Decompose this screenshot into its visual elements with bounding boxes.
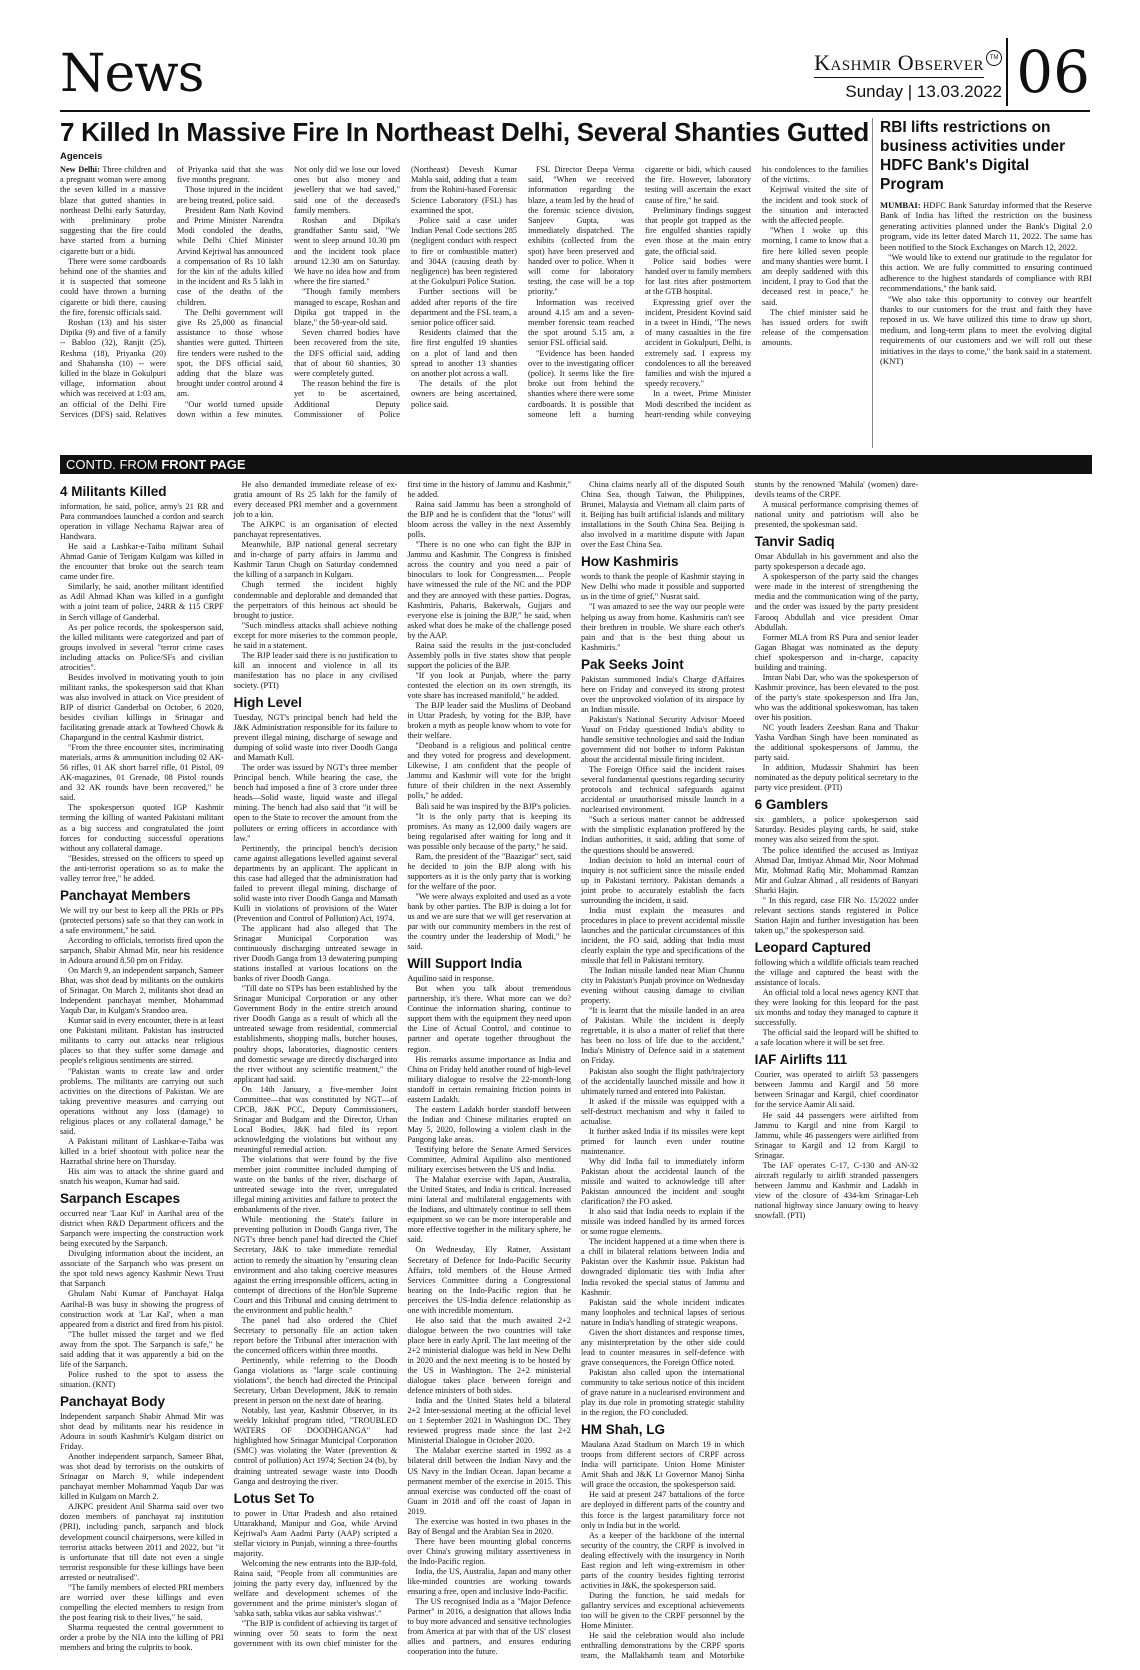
story-paragraph: Ram, the president of the "Baazigar" sect, said he decided to join the BJP along with his supporters as it is the only party that is working for the welfare of the poor. bbox=[407, 851, 571, 891]
story-paragraph: India must explain the measures and procedures in place to prevent accidental missile launches and the particular circumstances of this incident, the FO said, adding that India must clearly explain the type and specifications of the missile that fell in Pakistani territory. bbox=[580, 905, 745, 966]
story-paragraph: During the function, he said medals for gallantry services and exceptional achievements too will be given to the CRPF personnel by the Home Minister. bbox=[580, 1590, 745, 1631]
lead-paragraph: Roshan and Dipika's grandfather Santu said, "We went to sleep around 10.30 pm and the incident took place around 12.30 am on Saturday. We have no idea how and from where the fire started." bbox=[294, 216, 400, 287]
story-paragraph: words to thank the people of Kashmir staying in New Delhi who made it possible and supported us in the time of grief," Nusrat said. bbox=[580, 572, 745, 602]
lead-paragraph: New Delhi: Three children and a pregnant woman were among the seven killed in a massive blaze that gutted shanties in northeast Delhi early Saturday, with preliminary probe suggesting that the fire could have started from a burning cigarette butt or a bidi. bbox=[60, 165, 166, 256]
story-paragraph: The panel had also ordered the Chief Secretary to personally file an action taken report before the Tribunal after interaction with the concerned officers within three months. bbox=[233, 1315, 398, 1355]
story-paragraph: While mentioning the State's failure in preventing pollution in Doodh Ganga river, The NGT's three bench panel had directed the Chief Secretary, J&K to take immediate remedial action to remedy the situation by "ensuring clean environment and also taking coercive measures against the erring irresponsible officers, acting in contempt of directions of the Hon'ble Supreme Court and this Tribunal and causing detriment to the environment and public health." bbox=[233, 1215, 398, 1315]
story-paragraph: His remarks assume importance as India and China on Friday held another round of high-level military dialogue to resolve the 22-month-long standoff in certain remaining friction points in eastern Ladakh. bbox=[407, 1054, 571, 1104]
lead-headline: 7 Killed In Massive Fire In Northeast Delhi, Several Shanties Gutted bbox=[60, 117, 869, 147]
lead-paragraph: "Evidence has been handed over to the investigating officer (police). It seems like the fire broke out from behind the shanties where there were some cardboards. It is possible that someone left a burning cigarette or bidi, which caused the fire. However, laboratory testing will ascertain the exact cause of fire," he said. bbox=[528, 165, 751, 419]
story-heading: Panchayat Members bbox=[60, 887, 191, 903]
story-paragraph: six gamblers, a police spokesperson said Saturday. Besides playing cards, he said, stake money was also seized from the spot. bbox=[754, 815, 919, 845]
story-paragraph: The spokesperson quoted IGP Kashmir terming the killing of wanted Pakistani militant as a big success and congratulated the joint forces for conducting successful operations without any collateral damage. bbox=[60, 803, 224, 853]
lead-paragraph: Information was received around 4.15 am and a seven-member forensic team reached the spot around 5.15 am, a senior FSL official said. bbox=[528, 297, 634, 348]
story-paragraph: Independent sarpanch Shabir Ahmad Mir was shot dead by militants near his residence in Adoura in south Kashmir's Kulgam district on Friday. bbox=[60, 1411, 224, 1452]
story-paragraph: It further asked India if its missiles were kept primed for launch even under routine maintenance. bbox=[580, 1126, 745, 1156]
story-paragraph: Similarly, he said, another militant identified as Adil Ahmad Khan was killed in a gunfight with a joint team of police, 24RR & 115 CRPF in Serch village of Ganderbal. bbox=[60, 582, 224, 622]
story-paragraph: "Besides, stressed on the officers to speed up the anti-terrorist operations so as to make the valley terror free," he added. bbox=[60, 853, 224, 883]
column-divider bbox=[872, 118, 873, 448]
story-paragraph: His aim was to attack the shrine guard and snatch his weapon, Kumar had said. bbox=[60, 1167, 224, 1187]
story-paragraph: "If you look at Punjab, where the party contested the election on its own strength, its vote share has increased manifold," he added. bbox=[407, 670, 571, 700]
lead-article-body bbox=[60, 165, 868, 445]
continued-banner bbox=[60, 455, 1092, 474]
lead-paragraph: Seven charred bodies have been recovered from the site, the DFS official said, adding that of about 60 shanties, 30 were completely gutted. bbox=[294, 328, 400, 379]
story-paragraph: As a keeper of the backbone of the internal security of the country, the CRPF is involved in dealing effectively with the insurgency in North East region and left wing-extremism in other parts of the country besides fighting terrorist activities in J&K, the spokesperson said. bbox=[580, 1530, 745, 1590]
story-paragraph: He also demanded immediate release of ex-gratia amount of Rs 25 lakh for the family of every deceased PRI member and a government job to a kin. bbox=[233, 480, 398, 520]
story-paragraph: "From the three encounter sites, incriminating materials, arms & ammunition including 02 AK-56 rifles, 01 AK short barrel rifle, 01 Pistol, 09 AK-magazines, 01 Grenade, 08 Pistol rounds and 32 AK rounds have been recovered," he said. bbox=[60, 743, 224, 803]
story-paragraph: The Indian missile landed near Mian Chunnu city in Pakistan's Punjab province on Wednesday evening without causing damage to civilian property. bbox=[580, 966, 745, 1006]
story-paragraph: "Such a serious matter cannot be addressed with the simplistic explanation proffered by the Indian authorities, it said, adding that some of the questions should be answered. bbox=[580, 815, 745, 855]
story-paragraph: India, the US, Australia, Japan and many other like-minded countries are working towards ensuring a free, open and inclusive Indo-Pacific. bbox=[407, 1566, 571, 1597]
story-paragraph: "Pakistan wants to create law and order problems. The militants are carrying out such activities on the directions of Pakistan. We are taking preventive measures and carrying out operations without any loss (damage) to religious places or any collateral damage," he said. bbox=[60, 1066, 224, 1136]
story-paragraph: Imran Nabi Dar, who was the spokesperson of Kashmir province, has been elevated to the post of the party's state spokesperson and Ifra Jan, who was the additional spokeswoman, has taken over his position. bbox=[754, 672, 919, 722]
lead-paragraph: There were some cardboards behind one of the shanties and it is suspected that someone could have thrown a burning cigarette or bidi there, causing the fire, forensic officials said. bbox=[60, 256, 166, 317]
story-paragraph: According to officials, terrorists fired upon the sarpanch, Shabir Ahmad Mir, near his residence in Adoura around 8.50 pm on Friday. bbox=[60, 935, 224, 966]
story-heading: HM Shah, LG bbox=[580, 1422, 665, 1438]
story-paragraph: Another independent sarpanch, Sameer Bhat, was shot dead by terrorists on the outskirts of Srinagar on March 9, while independent panchayat member Mohammad Yaqub Dar was killed in Kulgam on March 2. bbox=[60, 1452, 224, 1502]
story-paragraph: Courier, was operated to airlift 53 passengers between Jammu and Kargil and 58 more between Srinagar and Kargil, chief coordinator for the service Aamir Ali said. bbox=[754, 1070, 919, 1110]
lead-paragraph: The details of the plot owners are being ascertained, police said. bbox=[411, 379, 517, 409]
story-paragraph: He said 44 passengers were airlifted from Jammu to Kargil and nine from Kargil to Jammu, while 46 passengers were airlifted from Srinagar to Kargil and 12 from Kargil to Srinagar. bbox=[754, 1110, 919, 1160]
story-paragraph: The IAF operates C-17, C-130 and AN-32 aircraft regularly to airlift stranded passengers between Jammu and Kashmir and Ladakh in view of the closure of 434-km Srinagar-Leh national highway since January owing to heavy snowfall. (PTI) bbox=[754, 1160, 919, 1220]
story-paragraph: Welcoming the new entrants into the BJP-fold, Raina said, "People from all communities are joining the party every day, influenced by the welfare and development schemes of the government and the prime minister's slogan of 'sabka sath, sabka vikas aur sabka vishwas'." bbox=[233, 1558, 398, 1619]
story-paragraph: On Wednesday, Ely Ratner, Assistant Secretary of Defence for Indo-Pacific Security Affairs, told members of the House Armed Services Committee during a Congressional hearing on the Indo-Pacific region that he perceives the US-India defence relationship as one with incredible momentum. bbox=[407, 1245, 571, 1315]
lead-paragraph: Residents claimed that the fire first engulfed 19 shanties on a plot of land and then spread to another 13 shanties on another plot across a wall. bbox=[411, 328, 517, 379]
story-paragraph: India and the United States held a bilateral 2+2 Inter-sessional meeting at the official level on 1 September 2021 in Washington DC. They reviewed progress made since the last 2+2 Ministerial Dialogue in October 2020. bbox=[407, 1396, 571, 1446]
story-paragraph: NC youth leaders Zeeshan Rana and Thakur Yasha Vardhan Singh have been nominated as the additional spokespersons of Jammu, the party said. bbox=[754, 723, 919, 763]
story-paragraph: "It is the only party that is keeping its promises. As many as 12,000 daily wagers are being regularised after waiting for long and it was possible only because of the party," he said. bbox=[407, 811, 571, 851]
story-paragraph: Raina said Jammu has been a stronghold of the BJP and he is confident that the "lotus" will bloom across the valley in the next Assembly polls. bbox=[407, 500, 571, 540]
lead-paragraph: Preliminary findings suggest that people got trapped as the fire engulfed shanties rapidly even those at the main entry gate, the official said. bbox=[645, 205, 751, 256]
continued-stories bbox=[60, 480, 1092, 1662]
page-number: 06 bbox=[1006, 38, 1090, 106]
lead-paragraph: Roshan (13) and his sister Dipika (9) and five of a family -- Babloo (32), Ranjit (25), Reshma (18), Priyanka (20) and Shahansha (10) -- were killed in the blaze in Gokulpuri village, information about which was received at 1:03 am, an official of the Delhi Fire Services (DFS) said. Relatives of Priyanka said that she was five months pregnant. bbox=[60, 165, 283, 419]
story-paragraph: The BJP leader said the Muslims of Deoband in Uttar Pradesh, by voting for the BJP, have broken a myth as people know whom to vote for their welfare. bbox=[407, 701, 571, 741]
story-paragraph: It also said that India needs to explain if the missile was indeed handled by its armed forces or some rogue elements. bbox=[580, 1207, 745, 1237]
story-heading: Sarpanch Escapes bbox=[60, 1191, 181, 1207]
story-paragraph: Kumar said in every encounter, there is at least one Pakistani militant. Pakistan has instructed militants to carry out attacks near religious places so that they suffer some damage and people's religious sentiments are stirred. bbox=[60, 1016, 224, 1066]
story-paragraph: Pakistan said the whole incident indicates many loopholes and technical lapses of serious nature in India's handling of strategic weapons. bbox=[580, 1297, 745, 1327]
story-heading: How Kashmiris bbox=[580, 554, 679, 570]
story-paragraph: A Pakistani militant of Lashkar-e-Taiba was killed in a brief shootout with police near the Hazratbal shrine here on Thursday. bbox=[60, 1136, 224, 1166]
sidebar-headline: RBI lifts restrictions on business activities under HDFC Bank's Digital Program bbox=[880, 119, 1066, 193]
story-paragraph: He said a Lashkar-e-Taiba militant Suhail Ahmad Ganie of Terigam Kulgam was killed in the encounter that broke out the search team came under fire. bbox=[60, 542, 224, 582]
sidebar-paragraph: "We also take this opportunity to convey our heartfelt thanks to our customers for the trust and faith they have reposed in us. We have utilized this time to draw up short, medium, and long-term plans to meet the evolving digital requirements of our customers and we will roll out these initiatives in the days to come," the bank said in a statement. (KNT) bbox=[880, 293, 1092, 367]
story-paragraph: "The family members of elected PRI members are worried over these killings and even compelling the elected members to resign from the post fearing risk to their lives," he said. bbox=[60, 1582, 224, 1622]
story-heading: Pak Seeks Joint bbox=[580, 656, 684, 672]
masthead-rule bbox=[60, 110, 1090, 112]
story-paragraph: The incident happened at a time when there is a chill in bilateral relations between India and Pakistan over the Kashmir issue. Pakistan had downgraded diplomatic ties with India after India revoked the special status of Jammu and Kashmir. bbox=[580, 1237, 745, 1297]
story-paragraph: Besides involved in motivating youth to join militant ranks, the spokesperson said that Khan was also involved in attack on Vice president of BJP of district Ganderbal on October, 6 2020, besides civilian killings in Srinagar and facilitating grenade attack at Towheed Chowk & Chapargund in the central Kashmir district. bbox=[60, 672, 224, 743]
story-paragraph: The applicant had also alleged that The Srinagar Municipal Corporation was continuously discharging untreated sewage in river Doodh Ganga from 13 dewatering pumping stations installed at various locations on the banks of river Doodh Ganga. bbox=[233, 923, 398, 984]
story-paragraph: Notably, last year, Kashmir Observer, in its weekly Inkishaf program titled, "TROUBLED WATERS OF DOODHGANGA" had highlighted how Srinagar Municipal Corporation (SMC) was violating the Water (prevention & control of pollution) Act 1974; Section 24 (b), by draining untreated sewage waste into Doodh Ganga and destroying the river. bbox=[233, 1406, 398, 1486]
lead-paragraph: In a tweet, Prime Minister Modi described the incident as heart-rending while conveying his condolences to the families of the victims. bbox=[645, 165, 868, 419]
lead-paragraph: Police said bodies were handed over to family members for last rites after postmortem at the GTB hospital. bbox=[645, 256, 751, 297]
story-paragraph: Raina said the results in the just-concluded Assembly polls in five states show that people support the policies of the BJP. bbox=[407, 640, 571, 670]
issue-date: Sunday | 13.03.2022 bbox=[845, 82, 1002, 101]
story-heading: 6 Gamblers bbox=[754, 797, 829, 813]
story-paragraph: " In this regard, case FIR No. 15/2022 under relevant sections stands registered in Police Station Hajin and further investigation has been taken up," the spokesperson said. bbox=[754, 895, 919, 935]
story-heading: High Level bbox=[233, 694, 302, 710]
story-paragraph: An official told a local news agency KNT that they were looking for this leopard for the past six months and today they managed to capture it successfully. bbox=[754, 988, 919, 1028]
story-paragraph: "The BJP is confident of achieving its target of winning over 50 seats to form the next government with its own chief minister for the first time in the history of Jammu and Kashmir," he added. bbox=[233, 480, 571, 1649]
section-title: News bbox=[60, 44, 204, 104]
banner-strong: FRONT PAGE bbox=[161, 457, 246, 472]
story-heading: Tanvir Sadiq bbox=[754, 534, 835, 550]
sidebar-paragraph: MUMBAI: HDFC Bank Saturday informed that the Reserve Bank of India has lifted the restriction on the business generating activities planned under the Bank's Digital 2.0 program, vide its letter dated March 11, 2022. The same has been notified to the Stock Exchanges on March 12, 2022. bbox=[880, 200, 1092, 252]
story-paragraph: The violations that were found by the five member joint committee included dumping of waste on the banks of the river, discharge of untreated sewage into the river, unregulated illegal mining activities and failure to protect the embankments of the river. bbox=[233, 1155, 398, 1215]
story-heading: Leopard Captured bbox=[754, 939, 871, 955]
publication-name: Kashmir Observer bbox=[814, 50, 984, 78]
story-paragraph: "We were always exploited and used as a vote bank by other parties. The BJP is doing a lot for us and we are sure that we will get reservation at par with our community members in the rest of the country under the leadership of Modi," he said. bbox=[407, 891, 571, 952]
story-paragraph: On March 9, an independent sarpanch, Sameer Bhat, was shot dead by militants on the outskirts of Srinagar. On March 2, militants shot dead an Independent panchayat member, Mohammad Yaqub Dar, in Kulgam's Srandoo area. bbox=[60, 966, 224, 1016]
story-paragraph: Why did India fail to immediately inform Pakistan about the accidental launch of the missile and waited to acknowledge till after Pakistan announced the incident and sought clarification? the FO asked. bbox=[580, 1156, 745, 1207]
story-paragraph: The Malabar exercise started in 1992 as a bilateral drill between the Indian Navy and the US Navy in the Indian Ocean. Japan became a permanent member of the exercise in 2015. This annual exercise was conducted off the coast of Guam in 2018 and off the coast of Japan in 2019. bbox=[407, 1446, 571, 1516]
lead-paragraph: FSL Director Deepa Verma said, "When we received information regarding the blaze, a team led by the head of the forensic science division, Sanjeev Gupta, was immediately dispatched. The exhibits (collected from the spot) have been preserved and handed over to police. When it will come for laboratory testing, the case will be a top priority." bbox=[528, 165, 634, 297]
story-paragraph: "There is no one who can fight the BJP in Jammu and Kashmir. The Congress is finished across the country and you need a pair of binoculars to look for Congressmen.... People have witnessed the rule of the NC and the PDP and they are annoyed with these parties. Dogras, Kashmiris, Paharis, Bakerwals, Gujjars and everyone else is joining the BJP," he said, when asked what does he make of the challenge posed by the AAP. bbox=[407, 540, 571, 640]
dateline: MUMBAI: bbox=[880, 200, 924, 210]
lead-paragraph: "When I woke up this morning, I came to know that a fire here killed seven people and many shanties were burnt. I am deeply saddened with this incident, I pray to God that the deceased rest in peace," he said. bbox=[762, 226, 868, 307]
story-paragraph: In addition, Mudassir Shahmiri has been nominated as the deputy political secretary to the party vice president. (PTI) bbox=[754, 763, 919, 793]
story-paragraph: The Malabar exercise with Japan, Australia, the United States, and India is critical. Increased mini lateral and multilateral engagements with the Indians, and ultimately continue to sell them equipment so we can be more interoperable and more effective together in the military sphere, he said. bbox=[407, 1175, 571, 1245]
story-paragraph: As per police records, the spokesperson said, the killed militants were categorized and part of groups involved in several "terror crime cases including attacks on Police/SFs and civilian atrocities". bbox=[60, 622, 224, 672]
story-heading: Will Support India bbox=[407, 956, 522, 972]
story-paragraph: "I was amazed to see the way our people were helping us away from home. Kashmiris can't see their brethren in trouble. We share each other's pain and that is the best thing about us Kashmiris." bbox=[580, 602, 745, 652]
story-paragraph: occurred near 'Laar Kul' in Aarihal area of the district when R&D Department officers and the Sarpanch were inspecting the construction work being executed by the Sarpanch. bbox=[60, 1209, 224, 1249]
story-paragraph: Pakistan summoned India's Charge d'Affaires here on Friday and conveyed its strong protest over the unprovoked violation of its airspace by an Indian missile. bbox=[580, 674, 745, 714]
lead-byline: Agenceis bbox=[60, 151, 103, 162]
story-paragraph: Meanwhile, BJP national general secretary and in-charge of party affairs in Jammu and Kashmir Tarun Chugh on Saturday condemned the killing of a sarpanch in Kulgam. bbox=[233, 540, 398, 580]
story-paragraph: Aquilino said in response. bbox=[407, 974, 494, 984]
story-paragraph: On 14th January, a five-member Joint Committee—that was constituted by NGT—of CPCB, J&K PCC, Deputy Commissioners, Srinagar and Budgam and the Director, Urban Local Bodies, J&K had filed its report acknowledging the violations but without any meaningful remedial action. bbox=[233, 1084, 398, 1154]
story-paragraph: The eastern Ladakh border standoff between the Indian and Chinese militaries erupted on May 5, 2020, following a violent clash in the Pangong lake areas. bbox=[407, 1104, 571, 1144]
story-paragraph: "Such mindless attacks shall achieve nothing except for more miseries to the common people, he said in a statement. bbox=[233, 620, 398, 650]
story-paragraph: Pakistan also called upon the international community to take serious notice of this incident of grave nature in a nuclearised environment and play its due role in promoting strategic stability in the region, the FO concluded. bbox=[580, 1367, 745, 1418]
story-paragraph: Police rushed to the spot to assess the situation. (KNT) bbox=[60, 1369, 224, 1389]
story-paragraph: "Deoband is a religious and political centre and they voted for progress and development. Likewise, I am confident that the people of Jammu and Kashmir will vote for the bright future of their children in the next Assembly polls," he added. bbox=[407, 741, 571, 801]
story-paragraph: The order was issued by NGT's three member Principal bench. While hearing the case, the bench had imposed a fine of 3 crore under three heads—Solid waste, liquid waste and illegal mining. The bench had also said that "it will be open to the State to recover the amount from the polluters or erring officers in accordance with law." bbox=[233, 763, 398, 843]
lead-paragraph: Expressing grief over the incident, President Kovind said in a tweet in Hindi, "The news of many casualties in the fire accident in Gokulpuri, Delhi, is extremely sad. I express my condolences to all the bereaved families and wish the injured a speedy recovery." bbox=[645, 297, 751, 389]
story-paragraph: Maulana Azad Stadium on March 19 in which troops from different sectors of CRPF across India will participate. Union Home Minister Amit Shah and J&K Lt Governor Manoj Sinha will grace the occasion, the spokesperson said. bbox=[580, 1440, 745, 1490]
lead-paragraph: The chief minister said he has issued orders for swift release of the compensation amounts. bbox=[762, 307, 868, 348]
trademark-icon: TM bbox=[986, 50, 1002, 66]
story-paragraph: Former MLA from RS Pura and senior leader Gagan Bhagat was nominated as the deputy chief spokesperson and in-charge, capacity building and training. bbox=[754, 632, 919, 672]
lead-paragraph: The Delhi government will give Rs 25,000 as financial assistance to those whose shanties were gutted. Thirteen fire tenders were rushed to the spot, the DFS official said, adding that the blaze was brought under control around 4 am. bbox=[177, 307, 283, 399]
story-paragraph: "The bullet missed the target and we fled away from the spot. The Sarpanch is safe," he said adding that it was apparently a bid on the life of the Sarpanch. bbox=[60, 1329, 224, 1369]
masthead bbox=[60, 38, 1090, 116]
story-paragraph: Pakistan's National Security Advisor Moeed Yusuf on Friday questioned India's ability to handle sensitive technologies and said the Indian government did not bother to inform Pakistan about the accidental missile firing incident. bbox=[580, 714, 745, 765]
story-paragraph: The official said the leopard will be shifted to a safe location where it will be set free. bbox=[754, 1028, 919, 1048]
story-paragraph: There have been mounting global concerns over China's growing military assertiveness in the Indo-Pacific region. bbox=[407, 1536, 571, 1566]
story-heading: Lotus Set To bbox=[233, 1490, 315, 1506]
story-heading: 4 Militants Killed bbox=[60, 484, 167, 499]
story-paragraph: The US recognised India as a "Major Defence Partner" in 2016, a designation that allows India to buy more advanced and sensitive technologies from America at par with that of the US' closest allies and partners, and ensures enduring cooperation into the future. bbox=[407, 1597, 571, 1657]
story-paragraph: He also said that the much awaited 2+2 dialogue between the two countries will take place here in early April. The last meeting of the 2+2 ministerial dialogue was held in New Delhi in 2020 and the next meeting is to be hosted by the US in Washington. The 2+2 ministerial dialogue takes place between foreign and defence ministers of both sides. bbox=[407, 1315, 571, 1396]
story-paragraph: Bali said he was inspired by the BJP's policies. bbox=[415, 801, 571, 811]
lead-paragraph: "Our world turned upside down within a few minutes. Not only did we lose our loved ones but also money and jewellery that we had saved," said one of the deceased's family members. bbox=[177, 165, 400, 419]
brand-block bbox=[814, 50, 1002, 102]
story-paragraph: Ghulam Nabi Kumar of Panchayat Halqa Aarihal-B was busy in showing the progress of construction work at 'Lar Kal', when a man appeared from a district and fired from his pistol. bbox=[60, 1289, 224, 1329]
story-paragraph: He said at present 247 battalions of the force are deployed in different parts of the country and this force is the largest paramilitary force not only in India but in the world. bbox=[580, 1490, 745, 1530]
story-paragraph: The BJP leader said there is no justification to kill an innocent and violence in all its manifestation has no place in any civilised society. (PTI) bbox=[233, 650, 398, 690]
story-paragraph: information, he said, police, army's 21 RR and Para commandoes launched a cordon and search operation in village Nechama Rajwar area of Handwara. bbox=[60, 502, 224, 542]
story-paragraph: Omar Abdullah in his government and also the party spokesperson a decade ago. bbox=[754, 552, 919, 572]
story-paragraph: The exercise was hosted in two phases in the Bay of Bengal and the Arabian Sea in 2020. bbox=[407, 1516, 571, 1536]
story-heading: IAF Airlifts 111 bbox=[754, 1052, 848, 1068]
story-paragraph: The police identified the accused as Imtiyaz Ahmad Dar, Imtiyaz Ahmad Mir, Noor Mohmad Mir, Mohmad Rafiq Mir, Mohammad Ramzan Mir and Gulzar Ahmad , all residents of Banyari Sharki Hajin. bbox=[754, 845, 919, 895]
lead-paragraph: Police said a case under Indian Penal Code sections 285 (negligent conduct with respect to fire or combustible matter) and 304A (causing death by negligence) has been registered at the Gokulpuri Police Station. bbox=[411, 216, 517, 287]
story-paragraph: Given the short distances and response times, any misinterpretation by the other side could lead to counter measures in self-defence with grave consequences, the Foreign Office noted. bbox=[580, 1327, 745, 1367]
lead-paragraph: Further sections will be added after reports of the fire department and the FSL team, a senior police officer said. bbox=[411, 287, 517, 328]
lead-paragraph: "Though family members managed to escape, Roshan and Dipika got trapped in the blaze," the 58-year-old said. bbox=[294, 287, 400, 328]
story-paragraph: But when you talk about tremendous partnership, it's there. What more can we do? Continue the information sharing, continue to support them with the equipment they need upon the Line of Actual Control, and continue to partner and operate together throughout the region. bbox=[407, 984, 571, 1054]
story-paragraph: AJKPC president Anil Sharma said over two dozen members of panchayat raj institution (PRI), including panch, sarpanch and block development council chairpersons, were killed in terrorist attacks between 2011 and 2022, but "it is unfortunate that till date not even a single terrorist responsible for these killings have been arrested or neutralised". bbox=[60, 1502, 224, 1582]
lead-paragraph: Those injured in the incident are being treated, police said. bbox=[177, 185, 283, 205]
story-heading: Panchayat Body bbox=[60, 1393, 166, 1409]
lead-paragraph: Kejriwal visited the site of the incident and took stock of the situation and interacted with the affected people. bbox=[762, 185, 868, 226]
story-paragraph: A musical performance comprising themes of national unity and patriotism will also be presented, the spokesman said. bbox=[754, 500, 919, 530]
story-paragraph: Divulging information about the incident, an associate of the Sarpanch who was present on the spot told news agency Kashmir News Trust that Sarpanch bbox=[60, 1249, 224, 1289]
dateline: New Delhi: bbox=[60, 165, 103, 174]
story-paragraph: Sharma requested the central government to order a probe by the NIA into the killing of PRI members and bring the culprits to book. bbox=[60, 1622, 224, 1653]
story-paragraph: "It is learnt that the missile landed in an area of Pakistan. While the incident is deeply regrettable, it is also a matter of relief that there has been no loss of life due to the accident," India's Ministry of Defence said in a statement on Friday. bbox=[580, 1006, 745, 1066]
lead-paragraph: President Ram Nath Kovind and Prime Minister Narendra Modi condoled the deaths, while Delhi Chief Minister Arvind Kejriwal has announced a compensation of Rs 10 lakh for the kin of the adults killed in the incident and Rs 5 lakh in case of the deaths of the children. bbox=[177, 205, 283, 307]
story-paragraph: A spokesperson of the party said the changes were made in the interest of strengthening the media and the communication wing of the party, and the order was issued by the party president Farooq Abdullah and vice president Omar Abdullah. bbox=[754, 572, 919, 632]
sidebar-paragraph: "We would like to extend our gratitude to the regulator for this action. We are fully committed to ensuring continued adherence to the highest standards of compliance with RBI recommendations," the bank said. bbox=[880, 252, 1092, 294]
story-paragraph: Pakistan also sought the flight path/trajectory of the accidentally launched missile and how it ultimately turned and entered into Pakistan. bbox=[580, 1066, 745, 1096]
lead-paragraph: The reason behind the fire is yet to be ascertained, Additional Deputy Commissioner of Police (Northeast) Devesh Kumar Mahla said, adding that a team from the Rohini-based Forensic Science Laboratory (FSL) has examined the spot. bbox=[294, 165, 517, 419]
story-paragraph: to power in Uttar Pradesh and also retained Uttarakhand, Manipur and Goa, while Arvind Kejriwal's Aam Aadmi Party (AAP) scripted a stellar victory in Punjab, winning a three-fourths majority. bbox=[233, 1508, 398, 1558]
story-paragraph: Tuesday, NGT's principal bench had held the J&K Administration responsible for its failure to prevent illegal mining, discharge of sewage and dumping of solid waste into river Doodh Ganga and Mamath Kull. bbox=[233, 712, 398, 763]
story-paragraph: The AJKPC is an organisation of elected panchayat representatives. bbox=[233, 520, 398, 540]
story-paragraph: It asked if the missile was equipped with a self-destruct mechanism and why it failed to actualise. bbox=[580, 1096, 745, 1126]
story-paragraph: Pertinently, the principal bench's decision came against allegations levelled against several departments by an applicant. The applicant in this case had alleged that the administration had failed to prevent illegal mining, discharge of solid waste into river Doodh Ganga and Mamath Kulli in violations of provisions of the Water (Prevention and Control of Pollution) Act, 1974. bbox=[233, 843, 398, 923]
story-paragraph: Testifying before the Senate Armed Services Committee, Admiral Aquilino also mentioned military exercises between the US and India. bbox=[407, 1145, 571, 1175]
story-paragraph: "Till date no STPs has been established by the Srinagar Municipal Corporation or any other Government Body in the entire stretch around river Doodh Ganga as a result of which all the untreated sewage from residential, commercial establishments, shopping malls, butcher houses, poultry shops, laboratories, diagnostic centers and domestic sewage are directly discharged into the river without any scientific treatment," the applicant had said. bbox=[233, 984, 398, 1084]
story-paragraph: China claims nearly all of the disputed South China Sea, though Taiwan, the Philippines, Brunei, Malaysia and Vietnam all claim parts of it. Beijing has built artificial islands and military installations in the South China Sea. Beijing is also involved in a maritime dispute with Japan over the East China Sea. bbox=[580, 480, 745, 550]
story-paragraph: He said the celebration would also include enthralling demonstrations by the CRPF sports team, the Mallakhamb team and Motorbike stunts by the renowned 'Mahila' (women) dare- devils teams of the CRPF. bbox=[580, 480, 919, 1661]
banner-prefix: CONTD. FROM bbox=[66, 457, 162, 472]
story-paragraph: following which a wildlife officials team reached the village and captured the beast with the assistance of locals. bbox=[754, 957, 919, 988]
story-paragraph: Chugh termed the incident highly condemnable and deplorable and demanded that the perpetrators of this heinous act should be brought to justice. bbox=[233, 580, 398, 620]
sidebar-article-body bbox=[880, 200, 1092, 450]
story-paragraph: Pertinently, while referring to the Doodh Ganga violations as "large scale continuing violations", the bench had directed the Principal Secretary, Urban Development, J&K to remain present in person on the next date of hearing. bbox=[233, 1355, 398, 1406]
story-paragraph: We will try our best to keep all the PRIs or PPs (protected persons) safe so that they can work in a safe environment," he said. bbox=[60, 905, 224, 935]
story-paragraph: Indian decision to hold an internal court of inquiry is not sufficient since the missile ended up in Pakistani territory. Pakistan demands a joint probe to accurately establish the facts surrounding the incident, it said. bbox=[580, 855, 745, 905]
story-paragraph: The Foreign Office said the incident raises several fundamental questions regarding security protocols and technical safeguards against accidental or unauthorised missile launch in a nuclearised environment. bbox=[580, 765, 745, 815]
